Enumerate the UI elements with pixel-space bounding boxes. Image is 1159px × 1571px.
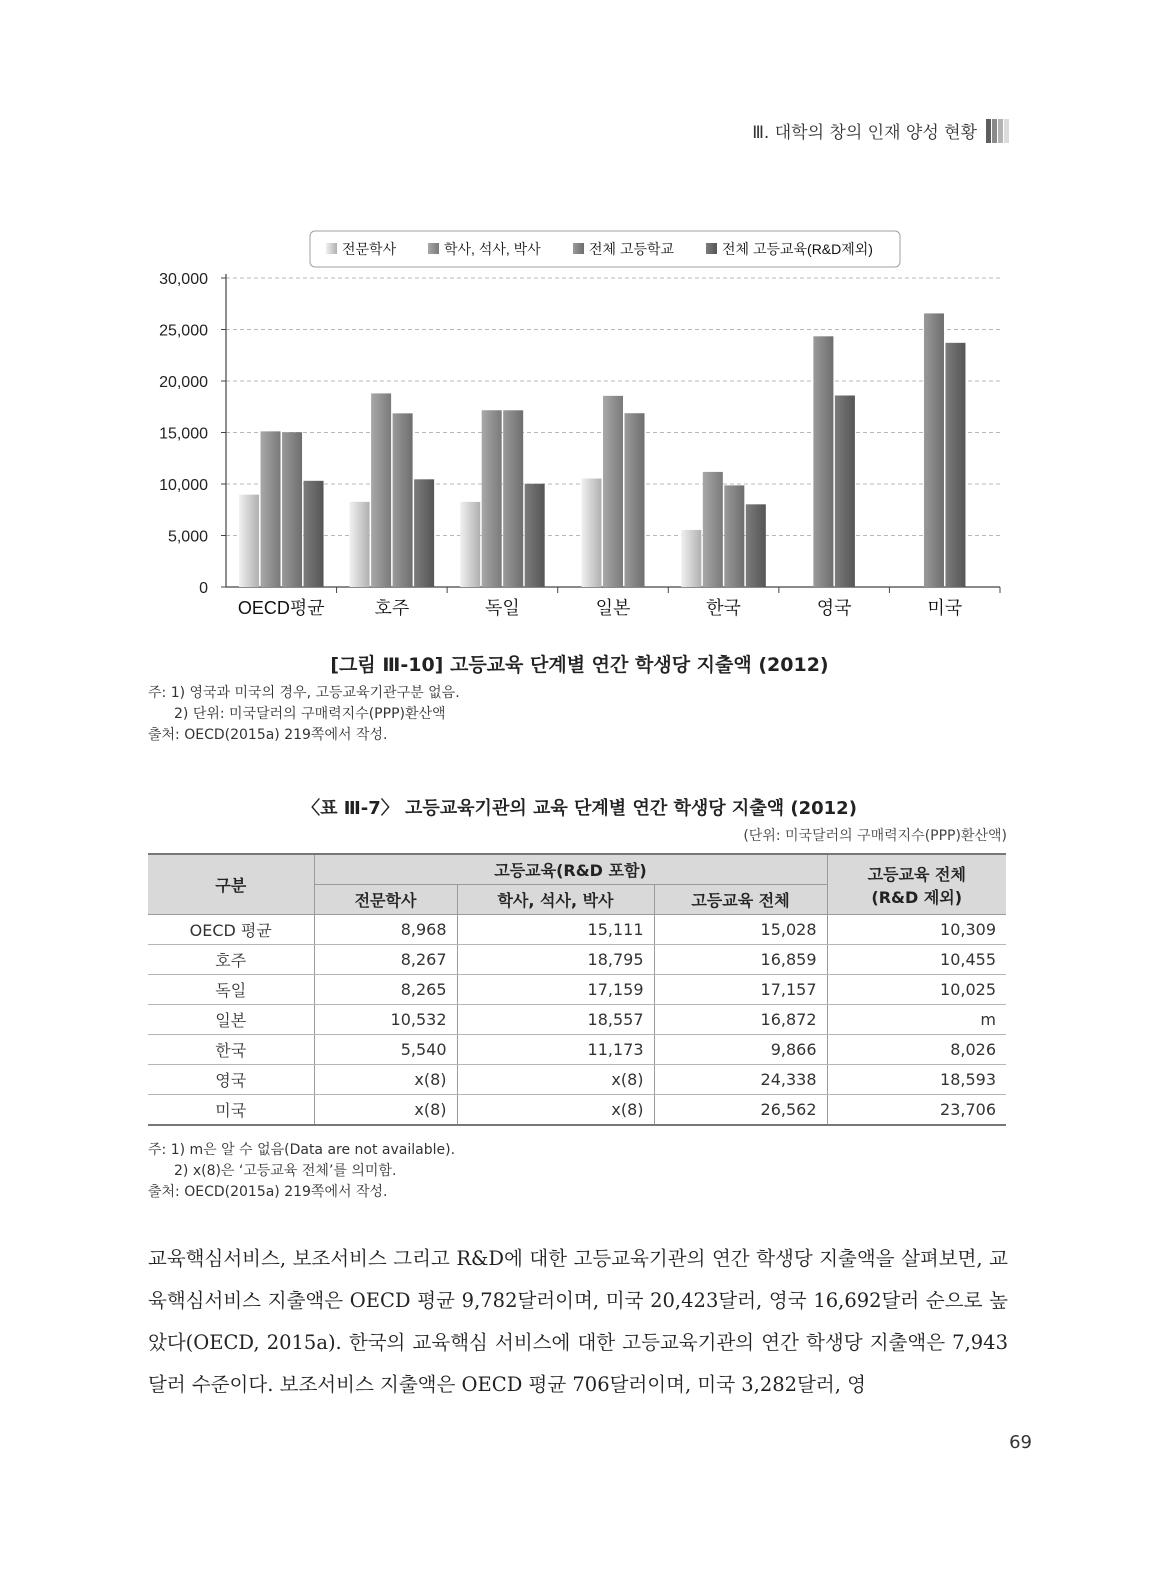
x-tick-label: 호주: [374, 598, 410, 618]
cell: 10,455: [827, 945, 1006, 975]
cell: 18,795: [457, 945, 654, 975]
bar: [813, 336, 833, 587]
bar: [282, 432, 302, 587]
cell: 10,309: [827, 915, 1006, 945]
row-label: 호주: [148, 945, 314, 975]
y-tick-label: 5,000: [167, 528, 208, 546]
table-row: [148, 1035, 1006, 1065]
cell: 8,026: [827, 1035, 1006, 1065]
bar: [393, 413, 413, 587]
y-tick-label: 0: [199, 580, 208, 597]
bar: [603, 396, 623, 587]
cell: 8,968: [314, 915, 457, 945]
header-decoration: [985, 119, 1009, 143]
bar: [924, 313, 944, 587]
bar: [261, 431, 281, 587]
x-tick-label: OECD평균: [237, 598, 325, 618]
legend-swatch: [326, 243, 337, 254]
table-unit: (단위: 미국달러의 구매력지수(PPP)환산액): [743, 828, 1007, 844]
row-label: 일본: [148, 1005, 314, 1035]
row-label: OECD 평균: [148, 915, 314, 945]
legend-label: 전문학사: [342, 241, 397, 257]
cell: 24,338: [654, 1065, 827, 1095]
cell: 18,593: [827, 1065, 1006, 1095]
x-tick-label: 일본: [595, 598, 631, 618]
bar: [945, 343, 965, 587]
figure-notes: [148, 683, 460, 746]
header-col2: 학사, 석사, 박사: [457, 885, 654, 915]
legend-label: 전체 고등학교: [589, 241, 675, 257]
header-group: 고등교육(R&D 포함): [314, 854, 827, 885]
bar: [503, 410, 523, 587]
bar: [746, 504, 766, 587]
header-bar: [992, 119, 997, 143]
header-col4-line1: 고등교육 전체: [867, 864, 966, 884]
page-number: 69: [1009, 1432, 1032, 1453]
figure-source: 출처: OECD(2015a) 219쪽에서 작성.: [148, 727, 388, 743]
bar: [482, 410, 502, 587]
row-label: 독일: [148, 975, 314, 1005]
row-label: 미국: [148, 1095, 314, 1126]
row-label: 한국: [148, 1035, 314, 1065]
bar: [582, 479, 602, 587]
bar: [304, 481, 324, 587]
cell: x(8): [314, 1095, 457, 1126]
cell: 8,265: [314, 975, 457, 1005]
table-notes: [148, 1140, 455, 1203]
legend-label: 학사, 석사, 박사: [444, 241, 541, 257]
bar: [371, 393, 391, 587]
cell: 10,025: [827, 975, 1006, 1005]
legend-swatch: [428, 243, 439, 254]
cell: 15,111: [457, 915, 654, 945]
cell: 8,267: [314, 945, 457, 975]
legend-swatch: [706, 243, 717, 254]
figure-note: 2) 단위: 미국달러의 구매력지수(PPP)환산액: [174, 706, 446, 722]
row-label: 영국: [148, 1065, 314, 1095]
cell: 10,532: [314, 1005, 457, 1035]
bar: [724, 485, 744, 587]
cell: 18,557: [457, 1005, 654, 1035]
header-category: 구분: [148, 854, 314, 915]
y-tick-label: 30,000: [159, 271, 208, 288]
header-col4-line2: (R&D 제외): [871, 887, 963, 907]
table-source: 출처: OECD(2015a) 219쪽에서 작성.: [148, 1184, 388, 1200]
bar: [414, 479, 434, 587]
x-tick-label: 독일: [485, 598, 520, 618]
table-note: 2) x(8)은 ‘고등교육 전체’를 의미함.: [174, 1163, 397, 1179]
cell: m: [827, 1005, 1006, 1035]
bar: [703, 472, 723, 587]
header-col4: [827, 854, 1006, 915]
bar-chart: [140, 225, 1010, 635]
cell: 11,173: [457, 1035, 654, 1065]
x-tick-label: 영국: [816, 598, 852, 618]
cell: 17,157: [654, 975, 827, 1005]
cell: 9,866: [654, 1035, 827, 1065]
bar: [525, 484, 545, 587]
header-col1: 전문학사: [314, 885, 457, 915]
y-tick-label: 25,000: [159, 322, 208, 340]
cell: 5,540: [314, 1035, 457, 1065]
cell: 26,562: [654, 1095, 827, 1126]
cell: x(8): [314, 1065, 457, 1095]
header-bar: [986, 119, 991, 143]
x-tick-label: 미국: [927, 598, 963, 618]
cell: 16,859: [654, 945, 827, 975]
header-bar: [998, 119, 1003, 143]
x-tick-label: 한국: [706, 598, 741, 618]
header-bar: [1004, 119, 1009, 143]
legend-swatch: [573, 243, 584, 254]
figure-note: 주: 1) 영국과 미국의 경우, 고등교육기관구분 없음.: [148, 685, 460, 701]
running-header: [752, 118, 1009, 143]
table-title: 〈표 Ⅲ-7〉 고등교육기관의 교육 단계별 연간 학생당 지출액 (2012): [302, 798, 857, 819]
header-col3: 고등교육 전체: [654, 885, 827, 915]
data-table: [148, 853, 1006, 1126]
table-row: [148, 1005, 1006, 1035]
bar: [681, 530, 701, 587]
table-row: [148, 915, 1006, 945]
bar: [460, 502, 480, 587]
bar: [835, 395, 855, 587]
cell: 17,159: [457, 975, 654, 1005]
bar: [625, 413, 645, 587]
y-tick-label: 20,000: [159, 374, 208, 391]
cell: 23,706: [827, 1095, 1006, 1126]
body-paragraph: 교육핵심서비스, 보조서비스 그리고 R&D에 대한 고등교육기관의 연간 학생당 지출액을 살펴보면, 교육핵심서비스 지출액은 OECD 평균 9,782달러이며, 미국 20,423달러, 영국 16,692달러 순으로 높았다(OECD, 2015a). 한국의 교육핵심 서비스에 대한 고등교육기관의 연간 학생당 지출액은 7,943달러 수준이다. 보조서비스 지출액은 OECD 평균 706달러이며, 미국 3,282달러, 영: [148, 1247, 1008, 1396]
table-row: [148, 1095, 1006, 1126]
figure-caption: [그림 Ⅲ-10] 고등교육 단계별 연간 학생당 지출액 (2012): [330, 654, 829, 676]
running-title: Ⅲ. 대학의 창의 인재 양성 현황: [752, 123, 977, 143]
cell: x(8): [457, 1095, 654, 1126]
cell: x(8): [457, 1065, 654, 1095]
cell: 15,028: [654, 915, 827, 945]
bar: [350, 502, 370, 587]
table-note: 주: 1) m은 알 수 없음(Data are not available).: [148, 1142, 456, 1158]
y-tick-label: 15,000: [159, 425, 208, 443]
y-tick-label: 10,000: [159, 477, 208, 494]
cell: 16,872: [654, 1005, 827, 1035]
legend-label: 전체 고등교육(R&D제외): [722, 241, 873, 257]
table-row: [148, 975, 1006, 1005]
bar: [239, 495, 259, 587]
table-row: [148, 945, 1006, 975]
table-row: [148, 1065, 1006, 1095]
